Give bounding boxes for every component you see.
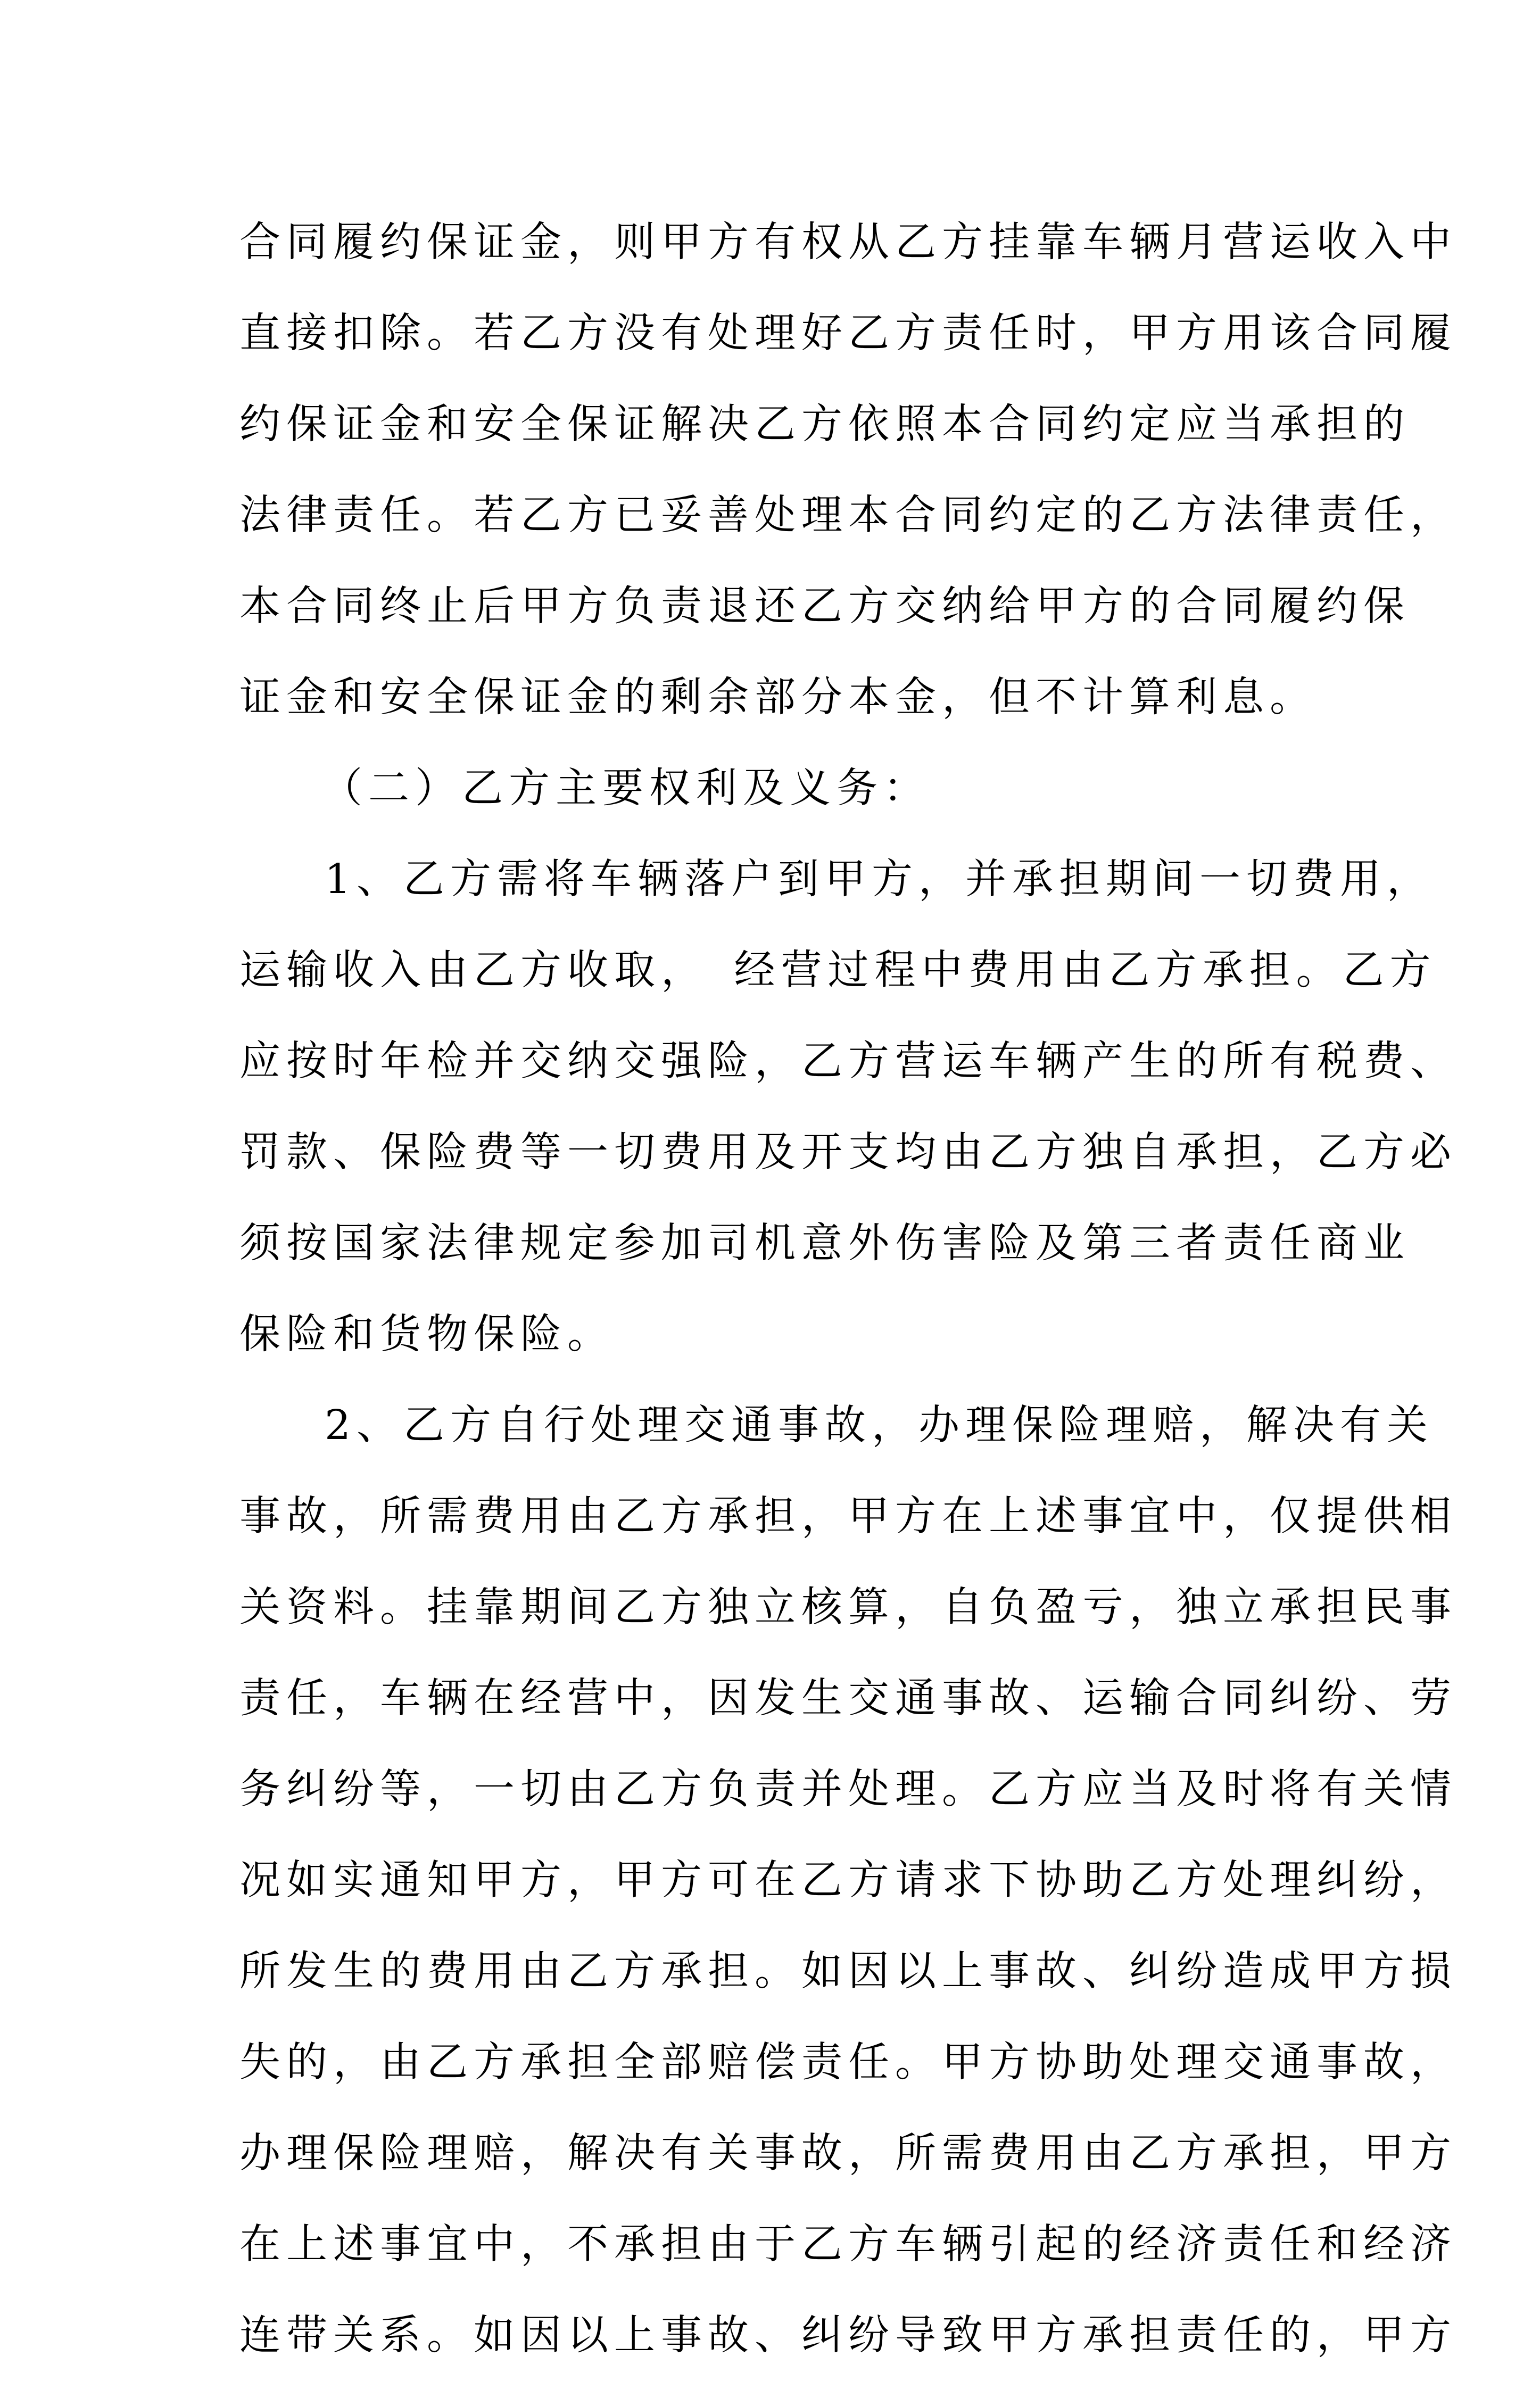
text-line: 应按时年检并交纳交强险，乙方营运车辆产生的所有税费、 [239,1038,1457,1085]
text-line: 直接扣除。若乙方没有处理好乙方责任时，甲方用该合同履 [239,310,1457,357]
text-line: 关资料。挂靠期间乙方独立核算，自负盈亏，独立承担民事 [239,1584,1457,1631]
text-line: 法律责任。若乙方已妥善处理本合同约定的乙方法律责任， [239,492,1457,539]
text-line: 务纠纷等，一切由乙方负责并处理。乙方应当及时将有关情 [239,1766,1457,1813]
text-line: 失的，由乙方承担全部赔偿责任。甲方协助处理交通事故， [239,2039,1457,2086]
text-line: 证金和安全保证金的剩余部分本金，但不计算利息。 [239,674,1317,721]
text-line: 2、乙方自行处理交通事故，办理保险理赔，解决有关 [325,1402,1434,1449]
text-line: 运输收入由乙方收取， 经营过程中费用由乙方承担。乙方 [239,947,1437,994]
clause-1 [239,834,1457,1380]
text-line: 在上述事宜中，不承担由于乙方车辆引起的经济责任和经济 [239,2221,1457,2268]
section-heading: （二）乙方主要权利及义务： [321,765,930,812]
text-line: 1、乙方需将车辆落户到甲方，并承担期间一切费用， [325,856,1434,903]
clause-2 [239,1380,1457,2381]
text-line: 况如实通知甲方，甲方可在乙方请求下协助乙方处理纠纷， [239,1857,1457,1904]
text-line: 罚款、保险费等一切费用及开支均由乙方独自承担，乙方必 [239,1129,1457,1176]
text-line: 保险和货物保险。 [239,1311,614,1358]
text-line: 须按国家法律规定参加司机意外伤害险及第三者责任商业 [239,1220,1410,1267]
text-line: 责任，车辆在经营中，因发生交通事故、运输合同纠纷、劳 [239,1675,1457,1722]
section-heading-party-b [239,743,1309,834]
text-line: 约保证金和安全保证解决乙方依照本合同约定应当承担的 [239,401,1410,448]
text-line: 事故，所需费用由乙方承担，甲方在上述事宜中，仅提供相 [239,1493,1457,1540]
document-page [239,197,1457,2381]
text-line: 所发生的费用由乙方承担。如因以上事故、纠纷造成甲方损 [239,1948,1457,1995]
text-line: 连带关系。如因以上事故、纠纷导致甲方承担责任的，甲方 [239,2312,1457,2359]
text-line: 合同履约保证金，则甲方有权从乙方挂靠车辆月营运收入中 [239,219,1457,266]
text-line: 本合同终止后甲方负责退还乙方交纳给甲方的合同履约保 [239,583,1410,630]
text-line: 办理保险理赔，解决有关事故，所需费用由乙方承担，甲方 [239,2130,1457,2177]
paragraph-deposit-continuation [239,197,1457,743]
